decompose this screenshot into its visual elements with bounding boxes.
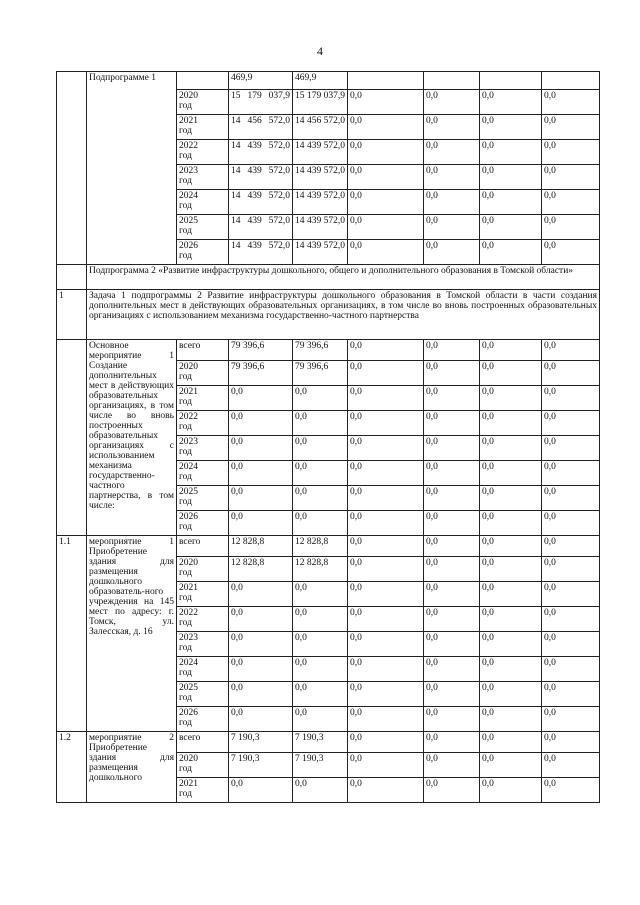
- value-cell: 0,0: [542, 511, 600, 536]
- value-cell: 0,0: [424, 386, 480, 411]
- value-cell: 14 439 572,0: [229, 140, 293, 165]
- year-value: 2021: [179, 779, 198, 789]
- year-cell: [177, 682, 229, 707]
- year-value: 2023: [179, 633, 198, 643]
- year-suffix: год: [179, 101, 192, 111]
- value-cell: 14 439 572,0: [293, 165, 348, 190]
- value-cell: 0,0: [293, 607, 348, 632]
- value-cell: 15 179 037,9: [229, 90, 293, 115]
- value-cell: 0,0: [542, 165, 600, 190]
- value-cell: 0,0: [480, 386, 542, 411]
- year-value: 2024: [179, 658, 198, 668]
- value-cell: 14 439 572,0: [293, 140, 348, 165]
- year-suffix: год: [179, 497, 192, 507]
- year-cell: [177, 436, 229, 461]
- year-value: 2025: [179, 487, 198, 497]
- value-cell: 0,0: [542, 90, 600, 115]
- value-cell: 0,0: [293, 461, 348, 486]
- number-cell: 1.2: [57, 732, 87, 803]
- year-cell: [177, 72, 229, 90]
- value-cell: 0,0: [424, 707, 480, 732]
- value-cell: 0,0: [293, 707, 348, 732]
- value-cell: 0,0: [480, 436, 542, 461]
- value-cell: 0,0: [424, 115, 480, 140]
- value-cell: 0,0: [424, 215, 480, 240]
- value-cell: 0,0: [348, 486, 424, 511]
- year-suffix: год: [179, 422, 192, 432]
- year-value: 2022: [179, 141, 198, 151]
- year-value: 2023: [179, 166, 198, 176]
- year-suffix: год: [179, 693, 192, 703]
- value-cell: 0,0: [293, 436, 348, 461]
- value-cell: 0,0: [542, 240, 600, 265]
- value-cell: 14 439 572,0: [229, 165, 293, 190]
- year-cell: [177, 582, 229, 607]
- year-cell: [177, 486, 229, 511]
- value-cell: 0,0: [542, 190, 600, 215]
- value-cell: 0,0: [542, 461, 600, 486]
- year-value: 2020: [179, 754, 198, 764]
- financing-table: [56, 71, 600, 803]
- year-cell: [177, 90, 229, 115]
- value-cell: 0,0: [424, 140, 480, 165]
- year-cell: [177, 165, 229, 190]
- value-cell: 0,0: [542, 115, 600, 140]
- year-value: 2020: [179, 91, 198, 101]
- value-cell: 0,0: [348, 340, 424, 361]
- value-cell: 0,0: [348, 511, 424, 536]
- value-cell: 0,0: [424, 190, 480, 215]
- value-cell: 79 396,6: [229, 361, 293, 386]
- value-cell: 0,0: [424, 778, 480, 803]
- value-cell: 0,0: [480, 240, 542, 265]
- value-cell: 0,0: [542, 732, 600, 753]
- value-cell: [480, 72, 542, 90]
- year-cell: [177, 140, 229, 165]
- year-cell: [177, 190, 229, 215]
- value-cell: 0,0: [424, 732, 480, 753]
- value-cell: 0,0: [424, 753, 480, 778]
- year-value: 2026: [179, 708, 198, 718]
- value-cell: 0,0: [480, 557, 542, 582]
- year-cell: [177, 115, 229, 140]
- value-cell: 0,0: [480, 361, 542, 386]
- event-description: мероприятие 1 Приобретение здания для размещения дошкольного образователь-ного учреждения на 145 мест по адресу: г. Томск, ул. Залесская, д. 16: [87, 536, 177, 732]
- value-cell: 0,0: [348, 411, 424, 436]
- value-cell: 14 456 572,0: [293, 115, 348, 140]
- value-cell: 14 439 572,0: [293, 190, 348, 215]
- value-cell: 0,0: [424, 557, 480, 582]
- page-number: 4: [317, 44, 323, 58]
- value-cell: 0,0: [348, 682, 424, 707]
- value-cell: 0,0: [542, 411, 600, 436]
- value-cell: 0,0: [424, 436, 480, 461]
- year-suffix: год: [179, 718, 192, 728]
- table-row: [57, 732, 600, 753]
- year-value: 2022: [179, 608, 198, 618]
- value-cell: 0,0: [229, 632, 293, 657]
- value-cell: 0,0: [348, 361, 424, 386]
- year-suffix: год: [179, 789, 192, 799]
- value-cell: 0,0: [293, 682, 348, 707]
- value-cell: 0,0: [348, 115, 424, 140]
- value-cell: 0,0: [424, 511, 480, 536]
- year-value: 2026: [179, 512, 198, 522]
- value-cell: 0,0: [229, 436, 293, 461]
- year-cell: [177, 732, 229, 753]
- value-cell: 14 439 572,0: [229, 190, 293, 215]
- value-cell: 0,0: [542, 707, 600, 732]
- value-cell: 14 439 572,0: [293, 240, 348, 265]
- value-cell: [424, 72, 480, 90]
- value-cell: 7 190,3: [229, 753, 293, 778]
- value-cell: 0,0: [542, 657, 600, 682]
- year-cell: [177, 215, 229, 240]
- value-cell: 0,0: [348, 607, 424, 632]
- year-value: 2021: [179, 116, 198, 126]
- year-cell: [177, 411, 229, 436]
- subprogram-header: Подпрограмма 2 «Развитие инфраструктуры дошкольного, общего и дополнительного образования в Томской области»: [87, 265, 600, 290]
- year-suffix: год: [179, 618, 192, 628]
- value-cell: 0,0: [229, 461, 293, 486]
- year-suffix: год: [179, 372, 192, 382]
- value-cell: 0,0: [424, 607, 480, 632]
- value-cell: 0,0: [480, 411, 542, 436]
- value-cell: 12 828,8: [229, 536, 293, 557]
- year-value: 2024: [179, 191, 198, 201]
- year-value: 2025: [179, 683, 198, 693]
- task-description: Задача 1 подпрограммы 2 Развитие инфраструктуры дошкольного образования в Томской области в части создания дополнительных мест в действующих образовательных организациях, в том числе во вновь построенных образовательных организациях с использованием механизма государственно-частного партнерства: [87, 290, 600, 340]
- table-row: [57, 536, 600, 557]
- value-cell: 0,0: [480, 511, 542, 536]
- year-cell: [177, 361, 229, 386]
- number-cell: [57, 72, 87, 265]
- value-cell: 0,0: [229, 607, 293, 632]
- value-cell: 0,0: [542, 557, 600, 582]
- value-cell: 0,0: [348, 436, 424, 461]
- value-cell: 0,0: [293, 657, 348, 682]
- year-cell: [177, 753, 229, 778]
- value-cell: 79 396,6: [293, 361, 348, 386]
- value-cell: 0,0: [348, 732, 424, 753]
- year-value: 2025: [179, 216, 198, 226]
- value-cell: 0,0: [424, 657, 480, 682]
- value-cell: 0,0: [480, 215, 542, 240]
- value-cell: 0,0: [480, 582, 542, 607]
- value-cell: 0,0: [480, 778, 542, 803]
- value-cell: 0,0: [348, 753, 424, 778]
- value-cell: 0,0: [424, 240, 480, 265]
- value-cell: 14 439 572,0: [229, 240, 293, 265]
- value-cell: 0,0: [293, 386, 348, 411]
- value-cell: 7 190,3: [293, 732, 348, 753]
- value-cell: 0,0: [480, 707, 542, 732]
- value-cell: 0,0: [348, 707, 424, 732]
- year-suffix: год: [179, 472, 192, 482]
- value-cell: 0,0: [480, 753, 542, 778]
- value-cell: 7 190,3: [229, 732, 293, 753]
- value-cell: 0,0: [542, 607, 600, 632]
- value-cell: 0,0: [229, 411, 293, 436]
- value-cell: 0,0: [348, 536, 424, 557]
- value-cell: 0,0: [480, 340, 542, 361]
- year-value: 2024: [179, 462, 198, 472]
- value-cell: 0,0: [293, 632, 348, 657]
- value-cell: 0,0: [424, 90, 480, 115]
- year-suffix: год: [179, 447, 192, 457]
- value-cell: 0,0: [348, 461, 424, 486]
- value-cell: 0,0: [293, 778, 348, 803]
- value-cell: 0,0: [229, 486, 293, 511]
- value-cell: 0,0: [424, 165, 480, 190]
- value-cell: 0,0: [293, 411, 348, 436]
- value-cell: 0,0: [542, 386, 600, 411]
- value-cell: 12 828,8: [293, 557, 348, 582]
- value-cell: 0,0: [424, 536, 480, 557]
- year-value: 2021: [179, 387, 198, 397]
- value-cell: 0,0: [229, 582, 293, 607]
- year-suffix: год: [179, 251, 192, 261]
- value-cell: 0,0: [229, 511, 293, 536]
- value-cell: 0,0: [542, 582, 600, 607]
- year-suffix: год: [179, 151, 192, 161]
- value-cell: 0,0: [542, 632, 600, 657]
- task-number: 1: [57, 290, 87, 340]
- year-suffix: год: [179, 201, 192, 211]
- year-cell: [177, 707, 229, 732]
- table-row: [57, 72, 600, 90]
- value-cell: 0,0: [229, 657, 293, 682]
- value-cell: 0,0: [348, 190, 424, 215]
- year-suffix: год: [179, 176, 192, 186]
- value-cell: 14 439 572,0: [229, 215, 293, 240]
- value-cell: 0,0: [424, 486, 480, 511]
- value-cell: [348, 72, 424, 90]
- value-cell: 12 828,8: [293, 536, 348, 557]
- year-cell: [177, 386, 229, 411]
- value-cell: 14 439 572,0: [293, 215, 348, 240]
- value-cell: 0,0: [542, 682, 600, 707]
- value-cell: 0,0: [480, 165, 542, 190]
- year-cell: [177, 340, 229, 361]
- year-cell: [177, 461, 229, 486]
- value-cell: 0,0: [348, 582, 424, 607]
- value-cell: 0,0: [348, 557, 424, 582]
- value-cell: 0,0: [293, 486, 348, 511]
- year-suffix: год: [179, 397, 192, 407]
- value-cell: 0,0: [480, 657, 542, 682]
- event-description: Основное мероприятие 1 Создание дополнительных мест в действующих образовательных организациях, в том числе во вновь построенных образовательных организациях с использованием механизма государственно-частного партнерства, в том числе:: [87, 340, 177, 536]
- value-cell: 0,0: [348, 90, 424, 115]
- value-cell: 0,0: [542, 536, 600, 557]
- year-cell: [177, 557, 229, 582]
- value-cell: 0,0: [348, 386, 424, 411]
- value-cell: 15 179 037,9: [293, 90, 348, 115]
- value-cell: 0,0: [480, 140, 542, 165]
- number-cell: [57, 340, 87, 536]
- year-cell: [177, 536, 229, 557]
- event-name-cell: Подпрограмме 1: [87, 72, 177, 265]
- value-cell: 0,0: [229, 707, 293, 732]
- value-cell: 0,0: [480, 732, 542, 753]
- value-cell: 0,0: [542, 140, 600, 165]
- event-description: мероприятие 2 Приобретение здания для размещения дошкольного: [87, 732, 177, 803]
- value-cell: 0,0: [542, 215, 600, 240]
- value-cell: 0,0: [480, 115, 542, 140]
- value-cell: 0,0: [542, 778, 600, 803]
- value-cell: 0,0: [229, 386, 293, 411]
- year-value: всего: [179, 537, 201, 547]
- value-cell: 0,0: [542, 753, 600, 778]
- number-cell: [57, 265, 87, 290]
- value-cell: 0,0: [542, 486, 600, 511]
- value-cell: 0,0: [542, 361, 600, 386]
- value-cell: 0,0: [480, 190, 542, 215]
- year-suffix: год: [179, 226, 192, 236]
- value-cell: 12 828,8: [229, 557, 293, 582]
- value-cell: 0,0: [348, 215, 424, 240]
- year-cell: [177, 240, 229, 265]
- value-cell: 79 396,6: [229, 340, 293, 361]
- value-cell: 0,0: [424, 582, 480, 607]
- value-cell: 0,0: [293, 582, 348, 607]
- year-cell: [177, 778, 229, 803]
- year-value: 2026: [179, 241, 198, 251]
- year-cell: [177, 632, 229, 657]
- year-value: 2022: [179, 412, 198, 422]
- value-cell: 0,0: [542, 340, 600, 361]
- year-suffix: год: [179, 522, 192, 532]
- value-cell: 0,0: [348, 165, 424, 190]
- value-cell: 0,0: [424, 632, 480, 657]
- value-cell: 0,0: [229, 778, 293, 803]
- value-cell: 0,0: [542, 436, 600, 461]
- year-value: всего: [179, 341, 201, 351]
- value-cell: [542, 72, 600, 90]
- year-cell: [177, 657, 229, 682]
- value-cell: 14 456 572,0: [229, 115, 293, 140]
- value-cell: 0,0: [480, 461, 542, 486]
- value-cell: 0,0: [424, 340, 480, 361]
- year-suffix: год: [179, 668, 192, 678]
- value-cell: 0,0: [480, 90, 542, 115]
- value-cell: 0,0: [348, 240, 424, 265]
- value-cell: 0,0: [348, 632, 424, 657]
- number-cell: 1.1: [57, 536, 87, 732]
- value-cell: 0,0: [293, 511, 348, 536]
- value-cell: 469,9: [229, 72, 293, 90]
- value-cell: 0,0: [229, 682, 293, 707]
- value-cell: 0,0: [424, 682, 480, 707]
- value-cell: 0,0: [480, 536, 542, 557]
- year-suffix: год: [179, 764, 192, 774]
- table-row: [57, 340, 600, 361]
- value-cell: 0,0: [480, 632, 542, 657]
- value-cell: 0,0: [480, 607, 542, 632]
- value-cell: 0,0: [424, 361, 480, 386]
- table-body: [57, 72, 600, 803]
- value-cell: 0,0: [348, 140, 424, 165]
- year-value: 2023: [179, 437, 198, 447]
- value-cell: 7 190,3: [293, 753, 348, 778]
- value-cell: 0,0: [348, 657, 424, 682]
- year-cell: [177, 607, 229, 632]
- value-cell: 0,0: [480, 682, 542, 707]
- table-row: [57, 265, 600, 290]
- value-cell: 0,0: [424, 411, 480, 436]
- value-cell: 79 396,6: [293, 340, 348, 361]
- year-value: 2021: [179, 583, 198, 593]
- year-suffix: год: [179, 643, 192, 653]
- year-cell: [177, 511, 229, 536]
- value-cell: 469,9: [293, 72, 348, 90]
- year-suffix: год: [179, 568, 192, 578]
- table-row: [57, 290, 600, 340]
- year-value: 2020: [179, 362, 198, 372]
- value-cell: 0,0: [480, 486, 542, 511]
- year-suffix: год: [179, 593, 192, 603]
- value-cell: 0,0: [348, 778, 424, 803]
- year-suffix: год: [179, 126, 192, 136]
- year-value: всего: [179, 733, 201, 743]
- year-value: 2020: [179, 558, 198, 568]
- value-cell: 0,0: [424, 461, 480, 486]
